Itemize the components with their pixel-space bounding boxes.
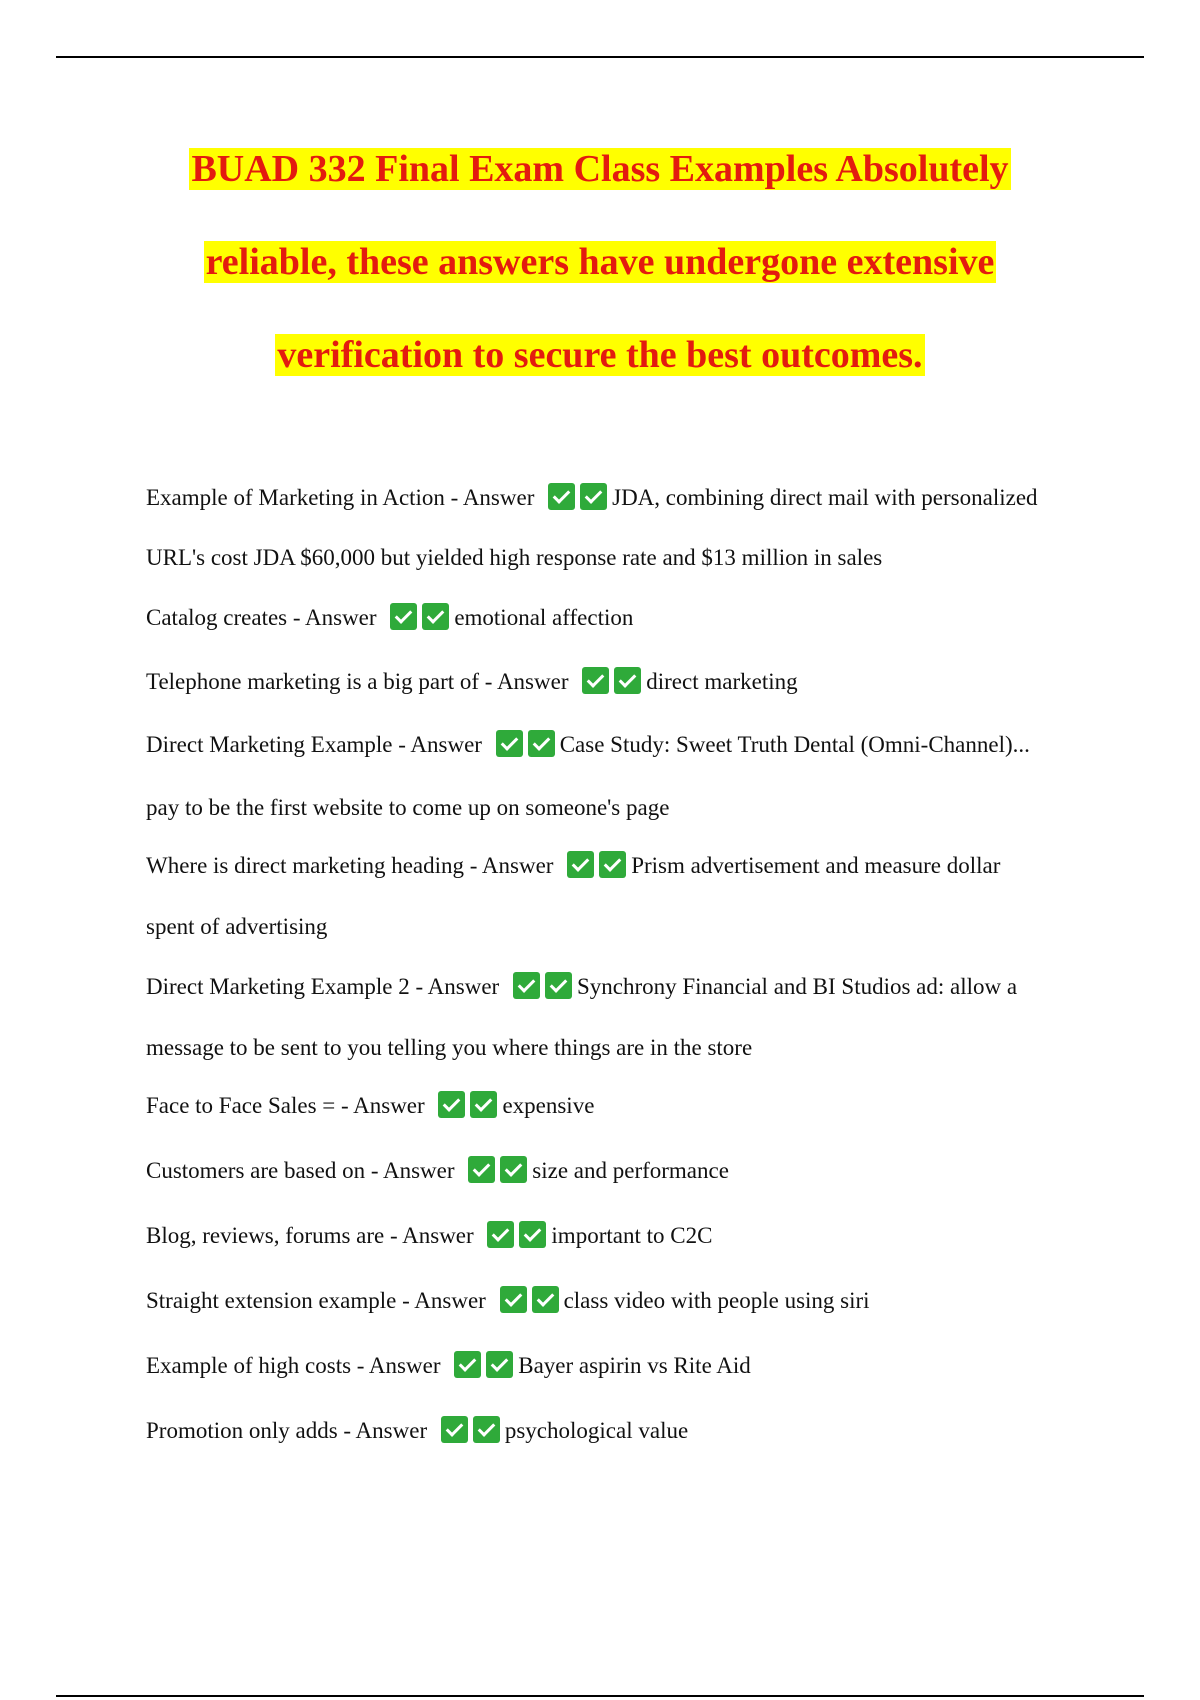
answer-text-continued: spent of advertising xyxy=(146,914,328,939)
question-text: Telephone marketing is a big part of - Answer xyxy=(146,669,569,694)
check-mark-icon xyxy=(487,1221,514,1248)
check-mark-icon xyxy=(567,851,594,878)
check-mark-icon xyxy=(441,1416,468,1443)
answer-text: Bayer aspirin vs Rite Aid xyxy=(518,1353,751,1378)
qa-item xyxy=(146,1156,1086,1186)
document-title xyxy=(100,138,1100,417)
answer-text-continued: URL's cost JDA $60,000 but yielded high response rate and $13 million in sales xyxy=(146,545,883,570)
check-mark-icon xyxy=(486,1351,513,1378)
answer-text-continued: message to be sent to you telling you where things are in the store xyxy=(146,1035,753,1060)
check-mark-icon xyxy=(545,972,572,999)
check-mark-icon xyxy=(519,1221,546,1248)
check-mark-icon xyxy=(454,1351,481,1378)
answer-text: emotional affection xyxy=(454,605,634,630)
check-mark-icon xyxy=(513,972,540,999)
answer-text: class video with people using siri xyxy=(563,1288,870,1313)
check-mark-icon xyxy=(422,603,449,630)
answer-text: Case Study: Sweet Truth Dental (Omni-Channel)... xyxy=(559,732,1030,757)
qa-item xyxy=(146,603,1086,633)
answer-text: JDA, combining direct mail with personalized xyxy=(612,485,1038,510)
check-mark-icon xyxy=(500,1286,527,1313)
check-mark-icon xyxy=(580,483,607,510)
answer-text: important to C2C xyxy=(551,1223,713,1248)
qa-item xyxy=(146,730,1086,760)
question-text: Where is direct marketing heading - Answer xyxy=(146,853,554,878)
qa-item xyxy=(146,1416,1086,1446)
check-mark-icon xyxy=(390,603,417,630)
question-text: Direct Marketing Example - Answer xyxy=(146,732,482,757)
question-text: Catalog creates - Answer xyxy=(146,605,377,630)
qa-item xyxy=(146,1286,1086,1316)
check-mark-icon xyxy=(614,667,641,694)
qa-item xyxy=(146,972,1086,1002)
check-mark-icon xyxy=(496,730,523,757)
answer-text: direct marketing xyxy=(646,669,798,694)
answer-text: Prism advertisement and measure dollar xyxy=(631,853,1001,878)
check-mark-icon xyxy=(582,667,609,694)
qa-item xyxy=(146,1221,1086,1251)
question-text: Example of high costs - Answer xyxy=(146,1353,441,1378)
check-mark-icon xyxy=(470,1091,497,1118)
qa-item xyxy=(146,1091,1086,1121)
check-mark-icon xyxy=(468,1156,495,1183)
question-text: Blog, reviews, forums are - Answer xyxy=(146,1223,474,1248)
question-text: Face to Face Sales = - Answer xyxy=(146,1093,425,1118)
qa-item xyxy=(146,851,1086,881)
check-mark-icon xyxy=(548,483,575,510)
answer-continuation xyxy=(146,793,1086,823)
check-mark-icon xyxy=(438,1091,465,1118)
check-mark-icon xyxy=(500,1156,527,1183)
check-mark-icon xyxy=(528,730,555,757)
question-text: Direct Marketing Example 2 - Answer xyxy=(146,974,500,999)
question-text: Promotion only adds - Answer xyxy=(146,1418,428,1443)
answer-text: expensive xyxy=(502,1093,595,1118)
title-line-2: reliable, these answers have undergone extensive xyxy=(205,241,995,283)
bottom-rule xyxy=(56,1695,1144,1697)
answer-continuation xyxy=(146,543,1086,573)
check-mark-icon xyxy=(532,1286,559,1313)
top-rule xyxy=(56,56,1144,58)
answer-text: Synchrony Financial and BI Studios ad: allow a xyxy=(576,974,1018,999)
title-line-3: verification to secure the best outcomes. xyxy=(277,334,923,376)
answer-continuation xyxy=(146,1033,1086,1063)
qa-item xyxy=(146,1351,1086,1381)
title-line-1: BUAD 332 Final Exam Class Examples Absolutely xyxy=(191,148,1009,190)
answer-text-continued: pay to be the first website to come up on someone's page xyxy=(146,795,670,820)
answer-continuation xyxy=(146,912,1086,942)
question-text: Straight extension example - Answer xyxy=(146,1288,486,1313)
question-text: Customers are based on - Answer xyxy=(146,1158,455,1183)
check-mark-icon xyxy=(599,851,626,878)
qa-item xyxy=(146,667,1086,697)
answer-text: psychological value xyxy=(504,1418,689,1443)
check-mark-icon xyxy=(473,1416,500,1443)
question-text: Example of Marketing in Action - Answer xyxy=(146,485,535,510)
qa-item xyxy=(146,483,1086,513)
answer-text: size and performance xyxy=(532,1158,729,1183)
